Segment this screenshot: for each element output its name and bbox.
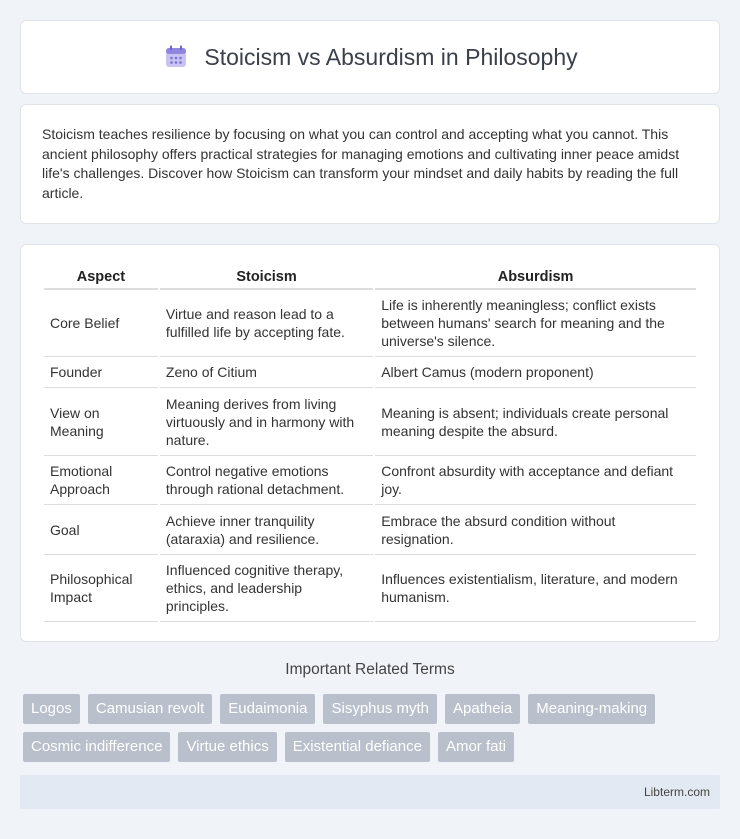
table-row [44,357,696,388]
header-absurdism: Absurdism [375,265,696,290]
cell-aspect: Core Belief [44,290,158,357]
related-terms-title: Important Related Terms [285,661,455,678]
cell-absurdism: Albert Camus (modern proponent) [375,357,696,388]
tag-cosmic-indifference[interactable]: Cosmic indifference [23,732,170,762]
footer [20,775,720,809]
table-row [44,555,696,622]
related-terms-tags [23,694,723,762]
cell-aspect: Goal [44,505,158,555]
cell-absurdism: Meaning is absent; individuals create personal meaning despite the absurd. [375,388,696,456]
cell-aspect: View on Meaning [44,388,158,456]
comparison-table-card [20,244,720,642]
cell-aspect: Emotional Approach [44,456,158,505]
tag-amor-fati[interactable]: Amor fati [438,732,514,762]
header-card [20,20,720,94]
cell-stoicism: Influenced cognitive therapy, ethics, and leadership principles. [160,555,373,622]
footer-link[interactable]: Libterm.com [643,785,710,799]
calendar-icon [162,43,190,71]
tag-existential-defiance[interactable]: Existential defiance [285,732,430,762]
cell-absurdism: Embrace the absurd condition without resignation. [375,505,696,555]
cell-aspect: Philosophical Impact [44,555,158,622]
cell-stoicism: Control negative emotions through rational detachment. [160,456,373,505]
tag-sisyphus-myth[interactable]: Sisyphus myth [323,694,437,724]
title-wrap [162,43,577,71]
comparison-table [42,265,698,622]
cell-stoicism: Zeno of Citium [160,357,373,388]
tag-virtue-ethics[interactable]: Virtue ethics [178,732,276,762]
table-row [44,290,696,357]
table-row [44,456,696,505]
header-stoicism: Stoicism [160,265,373,290]
cell-stoicism: Meaning derives from living virtuously and in harmony with nature. [160,388,373,456]
tag-logos[interactable]: Logos [23,694,80,724]
cell-stoicism: Virtue and reason lead to a fulfilled life by accepting fate. [160,290,373,357]
intro-card [20,104,720,224]
tag-camusian-revolt[interactable]: Camusian revolt [88,694,212,724]
page-title: Stoicism vs Absurdism in Philosophy [204,43,578,70]
intro-text: Stoicism teaches resilience by focusing on what you can control and accepting what you cannot. This ancient philosophy offers practical strategies for managing emotions and cultivating inner peace amidst life's challenges. Discover how Stoicism can transform your mindset and daily habits by reading the full article. [42,126,680,201]
tag-meaning-making[interactable]: Meaning-making [528,694,655,724]
cell-absurdism: Influences existentialism, literature, and modern humanism. [375,555,696,622]
table-row [44,388,696,456]
header-aspect: Aspect [44,265,158,290]
tag-eudaimonia[interactable]: Eudaimonia [220,694,315,724]
cell-absurdism: Life is inherently meaningless; conflict exists between humans' search for meaning and the universe's silence. [375,290,696,357]
cell-absurdism: Confront absurdity with acceptance and defiant joy. [375,456,696,505]
cell-stoicism: Achieve inner tranquility (ataraxia) and resilience. [160,505,373,555]
cell-aspect: Founder [44,357,158,388]
table-row [44,505,696,555]
tag-apatheia[interactable]: Apatheia [445,694,520,724]
table-header-row [44,265,696,290]
